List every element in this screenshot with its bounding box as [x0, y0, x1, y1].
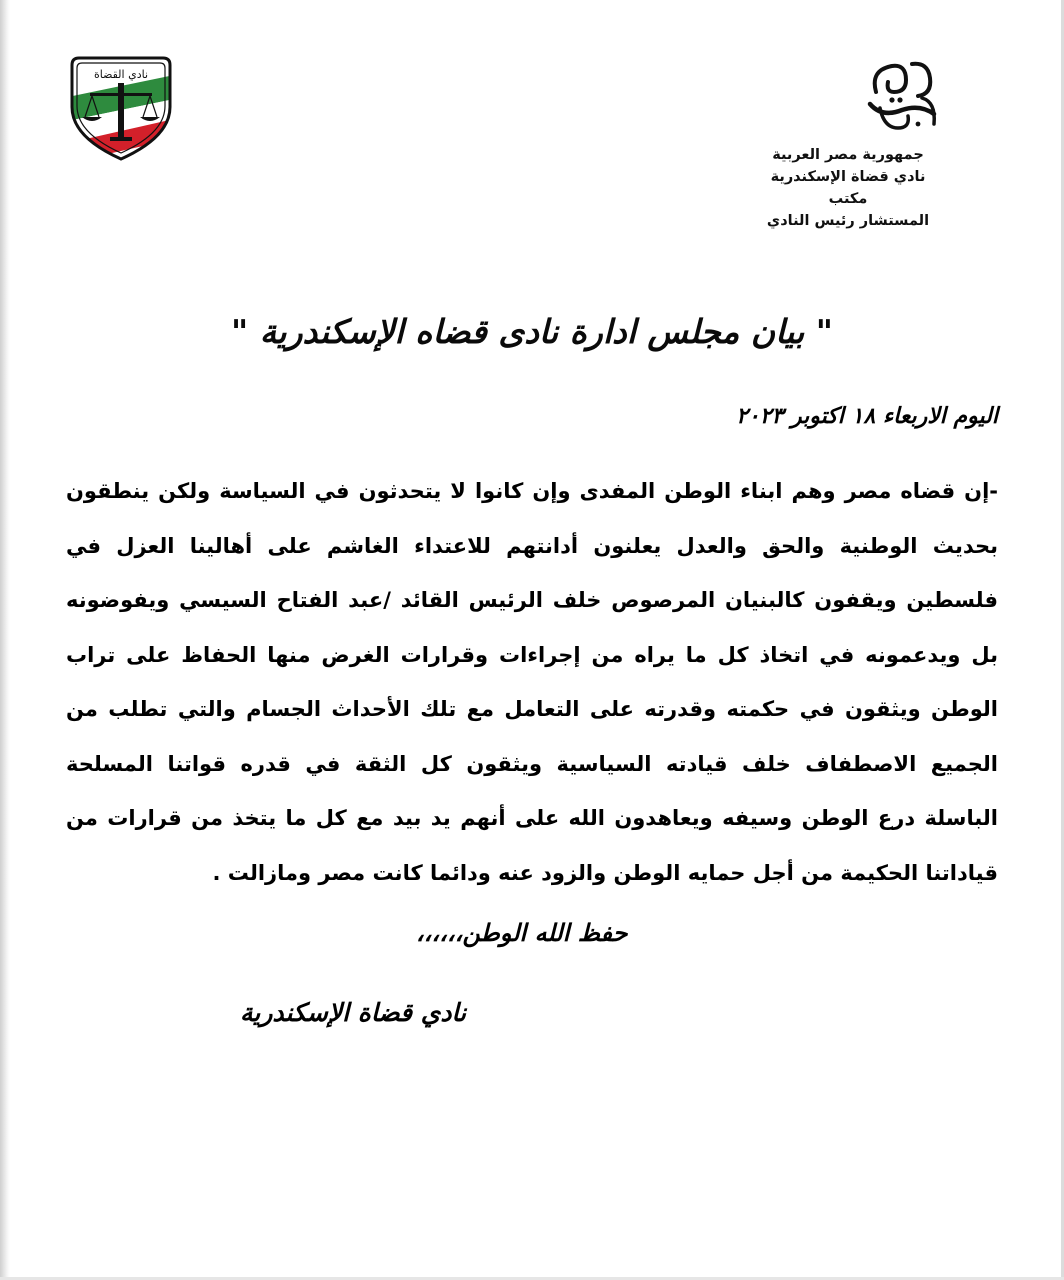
letterhead-club: نادي قضاة الإسكندرية — [770, 169, 926, 185]
statement-body: -إن قضاه مصر وهم ابناء الوطن المفدى وإن كانوا لا يتحدثون في السياسة ولكن ينطقون بحديث الوطنية والحق والعدل يعلنون أدانتهم للاعتداء الغاشم على أهالينا العزل في فلسطين ويقفون كالبنيان المرصوص خلف الرئيس القائد /عبد الفتاح السيسي ويفوضونه بل ويدعمونه في اتخاذ كل ما يراه من إجراءات وقرارات الغرض منها الحفاظ على تراب الوطن ويثقون في حكمته وقدرته على التعامل مع تلك الأحداث الجسام والتي تطلب من الجميع الاصطفاف خلف قيادته السياسية ويثقون كل الثقة في قدره قواتنا المسلحة الباسلة درع الوطن وسيفه ويعاهدون الله على أنهم يد بيد مع كل ما يتخذ من قرارات من قياداتنا الحكيمة من أجل حمايه الوطن والزود عنه ودائما كانت مصر ومازالت . — [66, 479, 998, 885]
club-calligraphy-logo-icon — [862, 58, 942, 136]
statement-title: " بيان مجلس ادارة نادى قضاه الإسكندرية " — [231, 312, 833, 351]
statement-date: اليوم الاربعاء ١٨ اكتوبر ٢٠٢٣ — [736, 403, 998, 429]
emblem-caption: نادي القضاة — [93, 68, 149, 81]
judges-club-emblem-icon — [68, 55, 174, 163]
letterhead-office: مكتب — [828, 191, 868, 207]
closing-phrase: حفظ الله الوطن،،،،،، — [416, 918, 628, 947]
letterhead-block — [718, 144, 978, 232]
letterhead-chairman: المستشار رئيس النادي — [766, 213, 930, 229]
letterhead-country: جمهورية مصر العربية — [772, 147, 924, 163]
signature: نادي قضاة الإسكندرية — [240, 998, 467, 1027]
page-left-shadow — [0, 0, 10, 1280]
